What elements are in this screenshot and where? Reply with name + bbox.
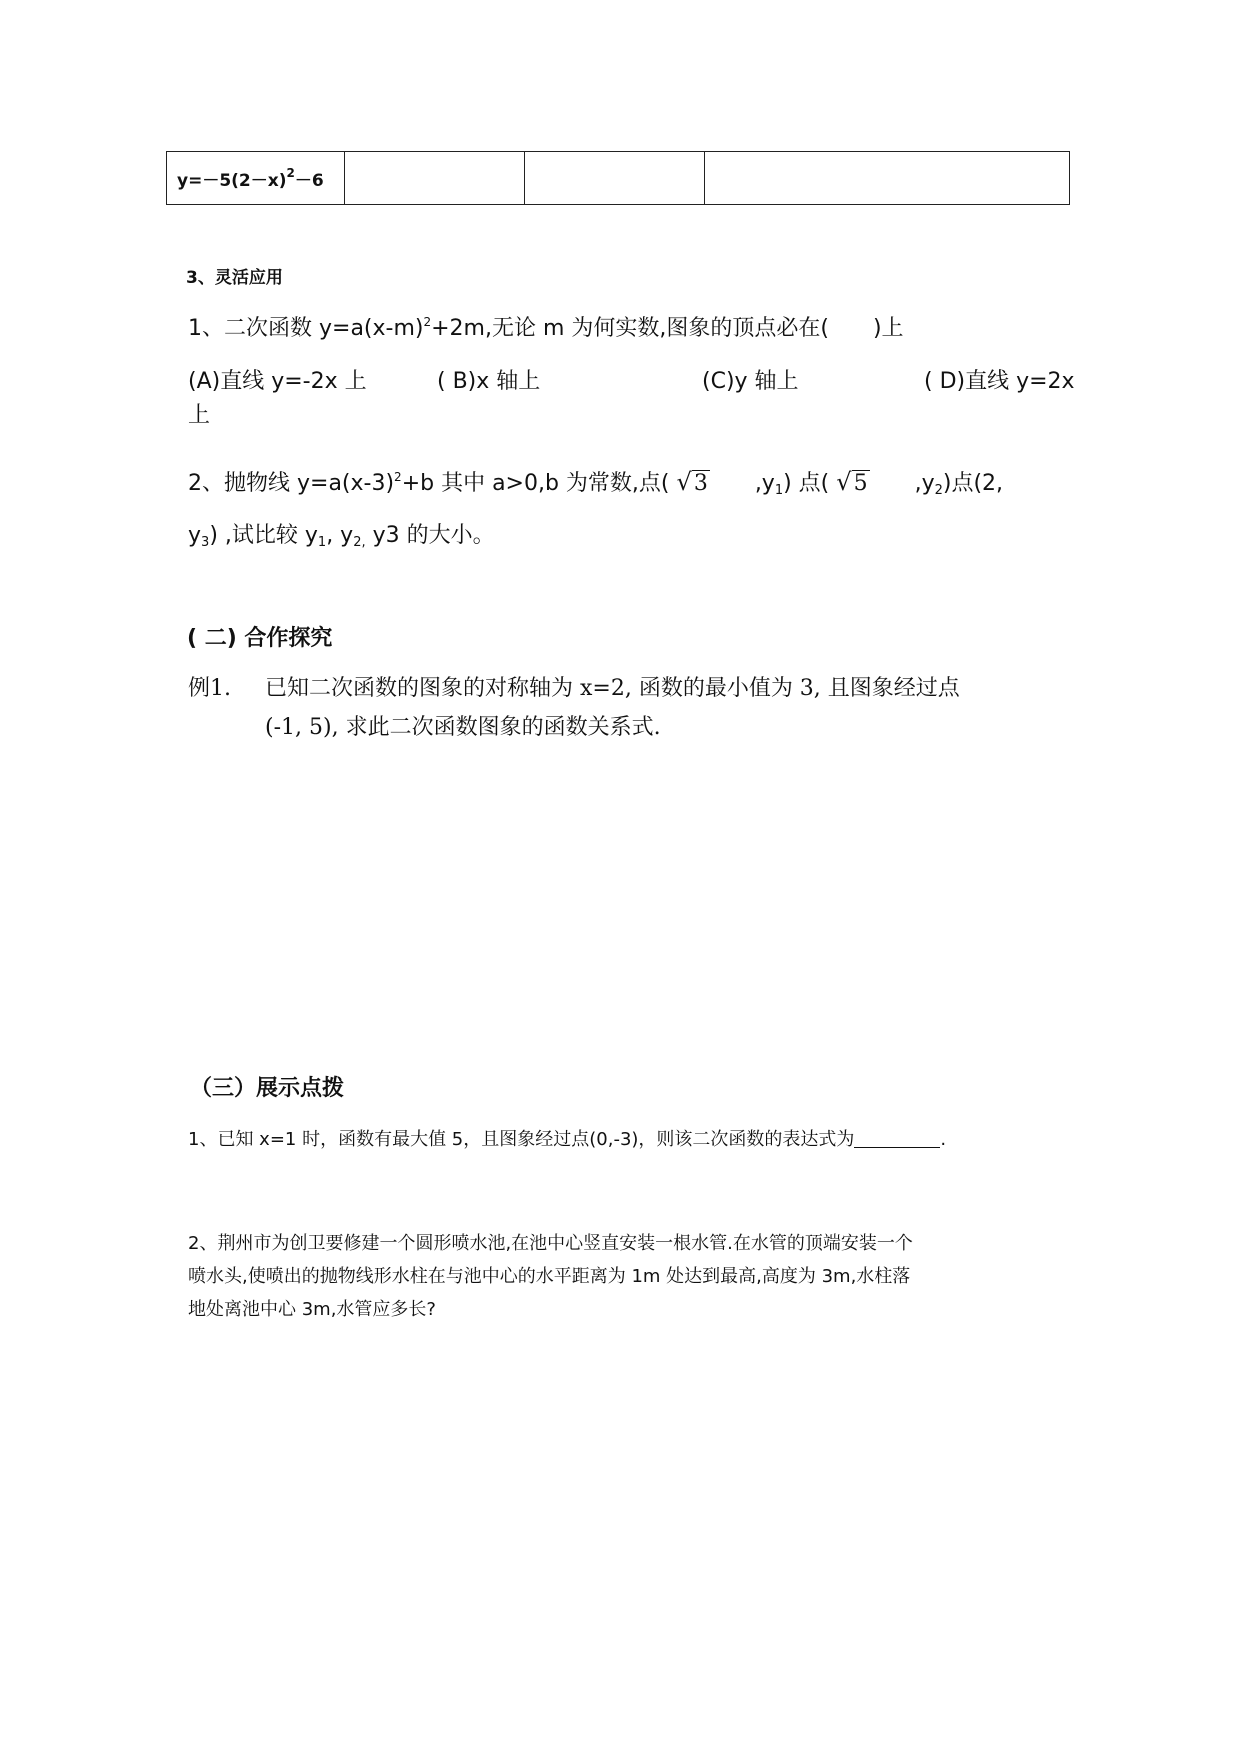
question-2-line-2: $y_3$) ,试比较 $y_1$, $y_{2,}$ y3 的大小。: [188, 523, 495, 550]
option-c: (C)y 轴上: [702, 369, 799, 394]
example-label: 例1.: [188, 676, 231, 701]
section-heading-cooperative-inquiry: ( 二) 合作探究: [187, 626, 333, 651]
presentation-question-2-line-3: 地处离池中心 3m,水管应多长?: [188, 1299, 436, 1320]
example-line-2: (-1, 5), 求此二次函数图象的函数关系式.: [265, 715, 661, 740]
table-cell: [705, 152, 1070, 205]
section-heading-flexible-application: 3、灵活应用: [186, 268, 283, 288]
sqrt-3: √3: [676, 468, 708, 496]
question-1: 1、二次函数 $y=a(x-m)^2+2m$,无论 m 为何实数,图象的顶点必在( )上: [188, 315, 904, 341]
table-cell: [345, 152, 525, 205]
option-a: (A)直线 y=-2x 上: [188, 369, 367, 394]
question-2-line-1: 2、抛物线 $y=a(x-3)^2+b$ 其中 a>0,b 为常数,点( √3 $,y_1$) 点( √5 $,y_2$)点(2,: [188, 468, 1004, 498]
option-b: ( B)x 轴上: [437, 369, 541, 394]
function-table: [166, 151, 1070, 205]
example-line-1: 已知二次函数的图象的对称轴为 x=2, 函数的最小值为 3, 且图象经过点: [265, 676, 960, 701]
presentation-question-2-line-2: 喷水头,使喷出的抛物线形水柱在与池中心的水平距离为 1m 处达到最高,高度为 3m,水柱落: [188, 1266, 911, 1287]
table-cell-function: $y=-5(2-x)^2-6$: [167, 152, 345, 205]
option-d: ( D)直线 y=2x: [924, 369, 1075, 394]
presentation-question-1: 1、已知 x=1 时，函数有最大值 5，且图象经过点(0,-3)，则该二次函数的表达式为 .: [188, 1129, 947, 1150]
section-heading-presentation: （三）展示点拨: [190, 1076, 345, 1101]
presentation-question-2-line-1: 2、荆州市为创卫要修建一个圆形喷水池,在池中心竖直安装一根水管.在水管的顶端安装一个: [188, 1233, 913, 1254]
answer-blank: [854, 1129, 940, 1148]
table-cell: [525, 152, 705, 205]
option-d-wrap: 上: [188, 403, 211, 428]
table-row: [167, 152, 1070, 205]
sqrt-5: √5: [836, 468, 868, 496]
